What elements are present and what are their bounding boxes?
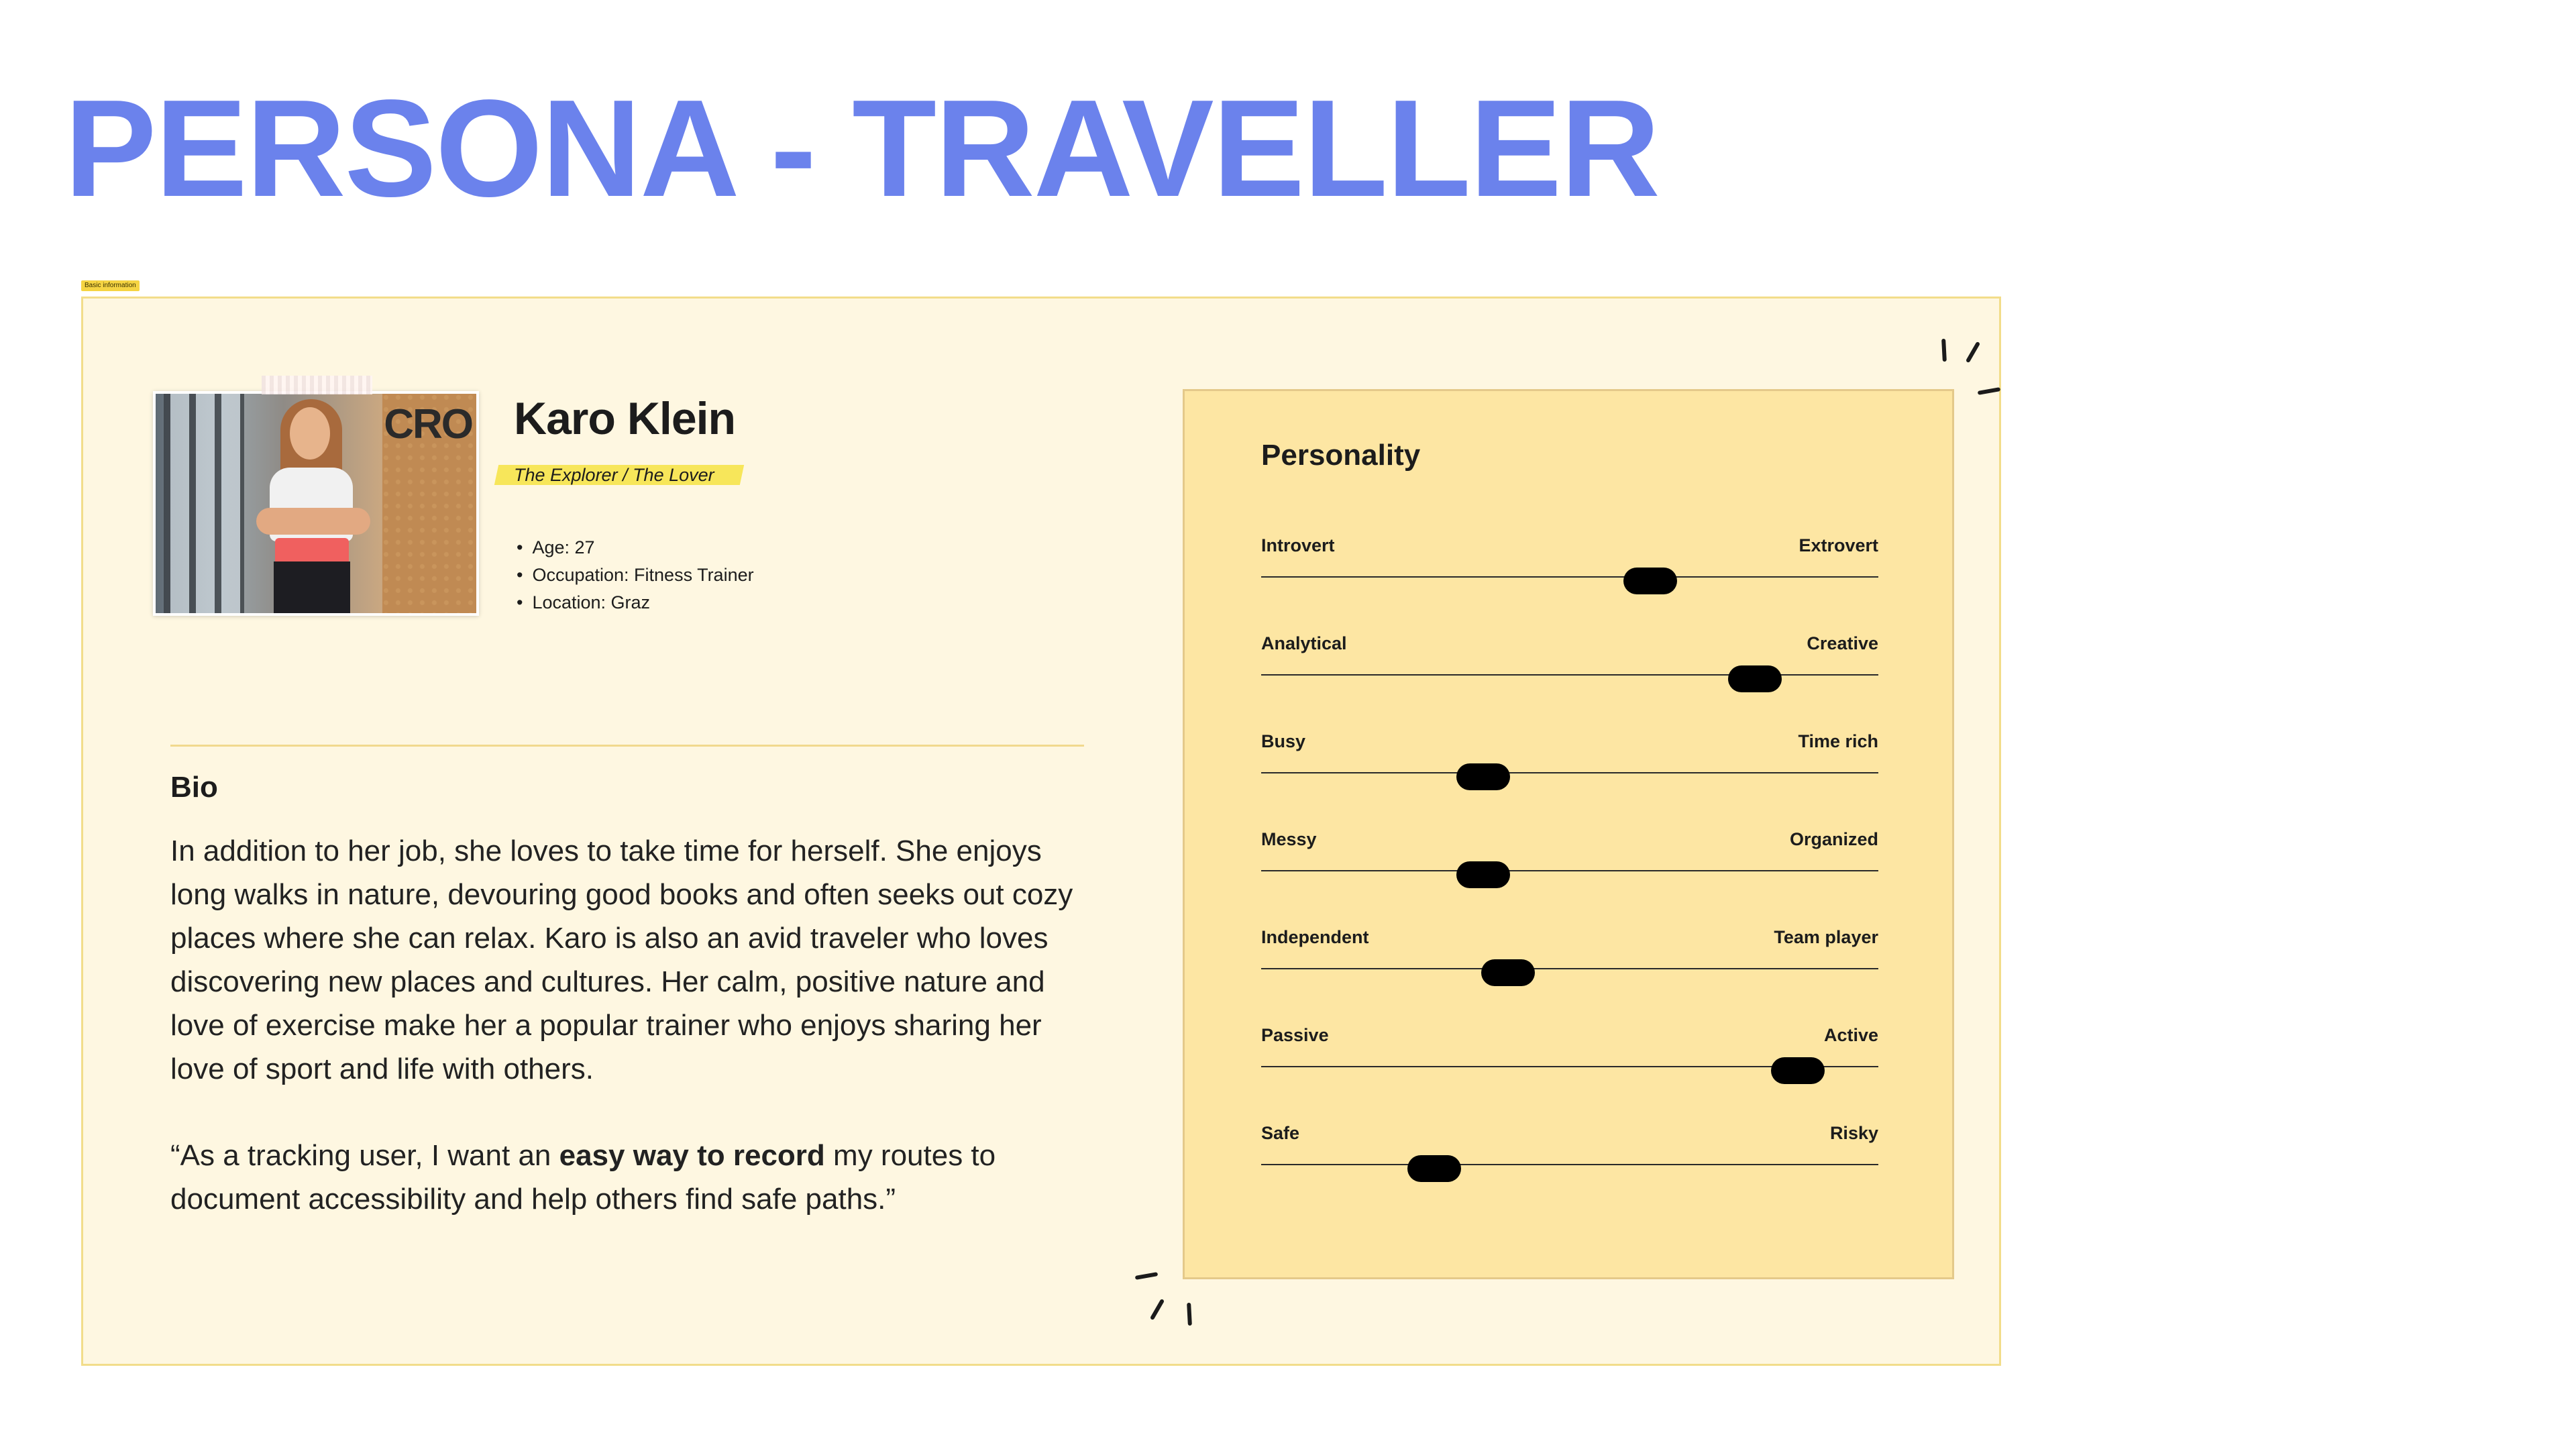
page-title: PERSONA - TRAVELLER: [64, 71, 1659, 225]
trait-slider: [1261, 926, 1878, 973]
trait-right-label: Team player: [1774, 927, 1878, 947]
trait-slider-handle[interactable]: [1771, 1057, 1825, 1084]
photo-person-legs: [274, 561, 350, 613]
trait-slider: [1261, 1122, 1878, 1169]
trait-slider-handle[interactable]: [1456, 763, 1510, 790]
photo-person-waist: [275, 538, 349, 565]
trait-slider-handle[interactable]: [1481, 959, 1535, 986]
photo-wall-text: CRO: [384, 401, 472, 447]
trait-left-label: Messy: [1261, 829, 1317, 849]
trait-track[interactable]: [1261, 674, 1878, 676]
persona-archetype: The Explorer / The Lover: [514, 465, 714, 485]
trait-slider: [1261, 828, 1878, 875]
trait-slider-handle[interactable]: [1623, 568, 1677, 594]
trait-right-label: Creative: [1807, 633, 1878, 653]
trait-track[interactable]: [1261, 1164, 1878, 1165]
photo-person-arms: [256, 508, 370, 535]
fact-location: • Location: Graz: [517, 589, 754, 616]
trait-slider: [1261, 633, 1878, 680]
trait-track[interactable]: [1261, 968, 1878, 969]
bio-heading: Bio: [170, 771, 218, 804]
quote-emphasis: easy way to record: [559, 1139, 825, 1172]
trait-slider: [1261, 731, 1878, 777]
trait-left-label: Busy: [1261, 731, 1306, 751]
trait-right-label: Risky: [1829, 1123, 1878, 1143]
trait-right-label: Active: [1823, 1025, 1878, 1045]
trait-right-label: Time rich: [1798, 731, 1878, 751]
trait-slider-handle[interactable]: [1728, 665, 1782, 692]
photo-person-head: [290, 407, 330, 460]
bio-text: In addition to her job, she loves to take time for herself. She enjoys long walks in nature, devouring good books and often seeks out cozy places where she can relax. Karo is also an avid traveler who loves discovering new places and cultures. Her calm, positive nature and love of exercise make her a popular trainer who enjoys sharing her love of sport and life with others.: [170, 835, 1073, 1085]
trait-right-label: Extrovert: [1799, 535, 1878, 555]
trait-track[interactable]: [1261, 772, 1878, 773]
trait-slider-handle[interactable]: [1456, 861, 1510, 888]
persona-facts: [517, 534, 754, 616]
trait-track[interactable]: [1261, 870, 1878, 871]
trait-left-label: Analytical: [1261, 633, 1347, 653]
persona-name: Karo Klein: [514, 393, 736, 444]
photo-tape: [262, 376, 372, 394]
section-divider: [170, 745, 1084, 747]
trait-left-label: Independent: [1261, 927, 1369, 947]
section-tag: Basic information: [81, 280, 140, 291]
persona-photo: [153, 391, 479, 616]
user-story-quote: [170, 1134, 1089, 1221]
trait-slider: [1261, 535, 1878, 582]
personality-title: Personality: [1261, 439, 1421, 472]
fact-age: • Age: 27: [517, 534, 754, 561]
trait-left-label: Passive: [1261, 1025, 1329, 1045]
trait-left-label: Safe: [1261, 1123, 1300, 1143]
persona-photo-image: [156, 394, 476, 613]
fact-occupation: • Occupation: Fitness Trainer: [517, 561, 754, 589]
quote-start: “As a tracking user, I want an: [170, 1139, 559, 1172]
trait-track[interactable]: [1261, 576, 1878, 578]
trait-right-label: Organized: [1789, 829, 1878, 849]
photo-window: [164, 394, 244, 613]
trait-left-label: Introvert: [1261, 535, 1335, 555]
trait-slider-handle[interactable]: [1407, 1155, 1461, 1182]
quote-end: my routes to document accessibility and help others find safe paths.”: [170, 1139, 996, 1216]
trait-slider: [1261, 1024, 1878, 1071]
